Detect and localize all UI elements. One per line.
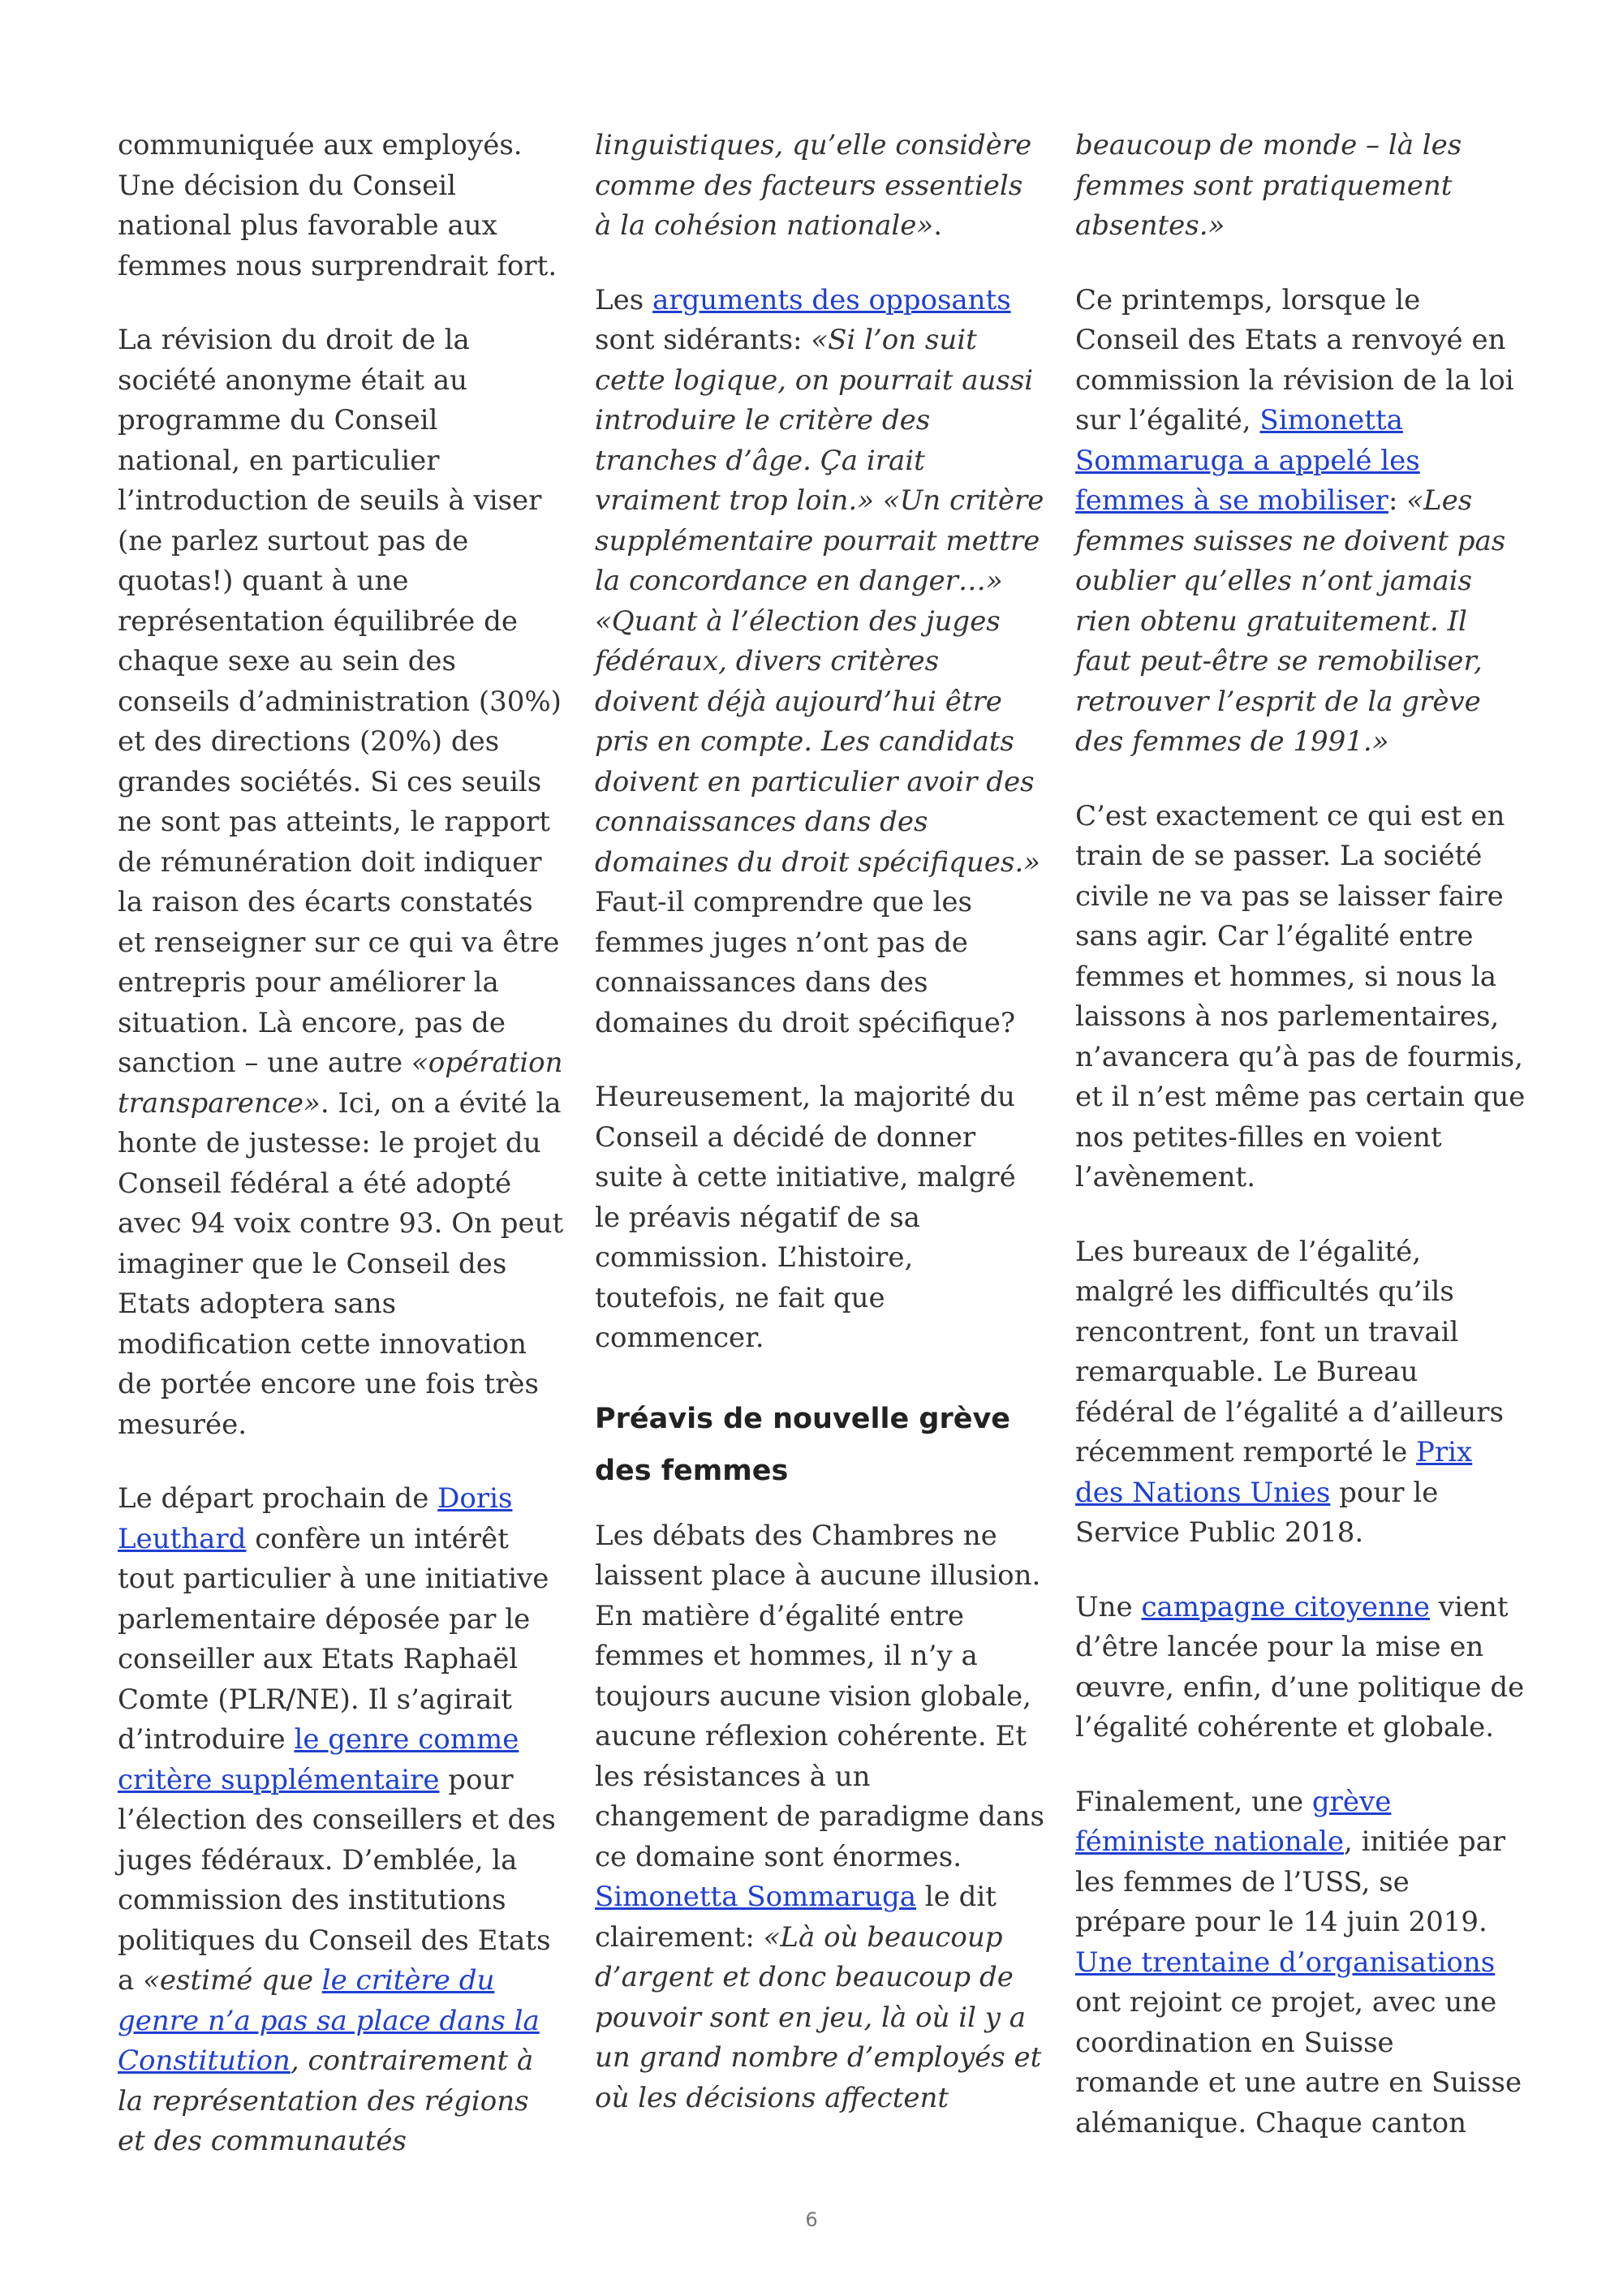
paragraph: Les arguments des opposants sont sidérants: «Si l’on suit cette logique, on pourrait aussi introduire le critère des tranches d’âge. Ça irait vraiment trop loin.» «Un critère supplémentaire pourrait mettre la concordance en danger…» «Quant à l’élection des juges fédéraux, divers critères doivent déjà aujourd’hui être pris en compte. Les candidats doivent en particulier avoir des connaissances dans des domaines du droit spécifiques.» Faut-il comprendre que les femmes juges n’ont pas de connaissances dans des domaines du droit spécifique? — [595, 283, 1044, 1039]
paragraph: Les débats des Chambres ne laissent place à aucune illusion. En matière d’égalité entre femmes et hommes, il n’y a toujours aucune vision globale, aucune réflexion cohérente. Et les résistances à un changement de paradigme dans ce domaine sont énormes. Simonetta Sommaruga le dit clairement: «Là où beaucoup d’argent et donc beaucoup de pouvoir sont en jeu, là où il y a un grand nombre d’employés et où les décisions affectent — [595, 1519, 1044, 2114]
link-greve-feministe[interactable]: grève féministe nationale — [1075, 1785, 1392, 1858]
link-campagne-citoyenne[interactable]: campagne citoyenne — [1141, 1590, 1430, 1623]
quote: «opération transparence» — [118, 1047, 563, 1120]
link-arguments-opposants[interactable]: arguments des opposants — [652, 283, 1011, 316]
paragraph: Heureusement, la majorité du Conseil a décidé de donner suite à cette initiative, malgré le préavis négatif de sa commission. L’histoire, toutefois, ne fait que commencer. — [595, 1081, 1016, 1354]
link-simonetta-sommaruga[interactable]: Simonetta Sommaruga — [595, 1881, 916, 1913]
paragraph: C’est exactement ce qui est en train de se passer. La société civile ne va pas se laisser faire sans agir. Car l’égalité entre femmes et hommes, si nous la laissons à nos parlementaires, n’avancera qu’à pas de fourmis, et il n’est même pas certain que nos petites-filles en voient l’avènement. — [1075, 799, 1526, 1193]
paragraph: communiquée aux employés. Une décision du Conseil national plus favorable aux femmes nous surprendrait fort. — [118, 129, 558, 282]
column-2 — [595, 126, 1045, 2152]
link-trentaine-organisations[interactable]: Une trentaine d’organisations — [1075, 1946, 1496, 1979]
column-3 — [1075, 126, 1526, 2143]
paragraph: Ce printemps, lorsque le Conseil des Etats a renvoyé en commission la révision de la loi sur l’égalité, Simonetta Sommaruga a appelé les femmes à se mobiliser: «Les femmes suisses ne doivent pas oublier qu’elles n’ont jamais rien obtenu gratuitement. Il faut peut-être se remobiliser, retrouver l’esprit de la grève des femmes de 1991.» — [1075, 283, 1514, 758]
paragraph: linguistiques, qu’elle considère comme des facteurs essentiels à la cohésion nationale». — [595, 129, 1032, 242]
column-1 — [118, 126, 564, 2162]
link-critere-constitution[interactable]: le critère du genre n’a pas sa place dans la Constitution — [118, 1964, 540, 2077]
page-number: 6 — [805, 2208, 818, 2231]
paragraph: beaucoup de monde – là les femmes sont pratiquement absentes.» — [1075, 129, 1462, 242]
link-sommaruga-mobiliser[interactable]: Simonetta Sommaruga a appelé les femmes à se mobiliser — [1075, 404, 1420, 517]
section-heading: Préavis de nouvelle grève des femmes — [595, 1402, 1011, 1487]
link-prix-nations-unies[interactable]: Prix des Nations Unies — [1075, 1436, 1473, 1509]
paragraph: Les bureaux de l’égalité, malgré les difficultés qu’ils rencontrent, font un travail remarquable. Le Bureau fédéral de l’égalité a d’ailleurs récemment remporté le Prix des Nations Unies pour le Service Public 2018. — [1075, 1235, 1504, 1549]
paragraph: La révision du droit de la société anonyme était au programme du Conseil national, en particulier l’introduction de seuils à viser (ne parlez surtout pas de quotas!) quant à une représentation équilibrée de chaque sexe au sein des conseils d’administration (30%) et des directions (20%) des grandes sociétés. Si ces seuils ne sont pas atteints, le rapport de rémunération doit indiquer la raison des écarts constatés et renseigner sur ce qui va être entrepris pour améliorer la situation. Là encore, pas de sanction – une autre «opération transparence». Ici, on a évité la honte de justesse: le projet du Conseil fédéral a été adopté avec 94 voix contre 93. On peut imaginer que le Conseil des Etats adoptera sans modification cette innovation de portée encore une fois très mesurée. — [118, 324, 564, 1441]
paragraph: Finalement, une grève féministe nationale, initiée par les femmes de l’USS, se prépare pour le 14 juin 2019. Une trentaine d’organisations ont rejoint ce projet, avec une coordination en Suisse romande et une autre en Suisse alémanique. Chaque canton — [1075, 1785, 1522, 2139]
paragraph: Une campagne citoyenne vient d’être lancée pour la mise en œuvre, enfin, d’une politique de l’égalité cohérente et globale. — [1075, 1590, 1525, 1743]
link-doris-leuthard[interactable]: Doris Leuthard — [118, 1482, 513, 1555]
paragraph: Le départ prochain de Doris Leuthard confère un intérêt tout particulier à une initiative parlementaire déposée par le conseiller aux Etats Raphaël Comte (PLR/NE). Il s’agirait d’introduire le genre comme critère supplémentaire pour l’élection des conseillers et des juges fédéraux. D’emblée, la commission des institutions politiques du Conseil des Etats a «estimé que le critère du genre n’a pas sa place dans la Constitution, contrairement à la représentation des régions et des communautés — [118, 1482, 556, 2157]
link-genre-critere[interactable]: le genre comme critère supplémentaire — [118, 1723, 519, 1796]
